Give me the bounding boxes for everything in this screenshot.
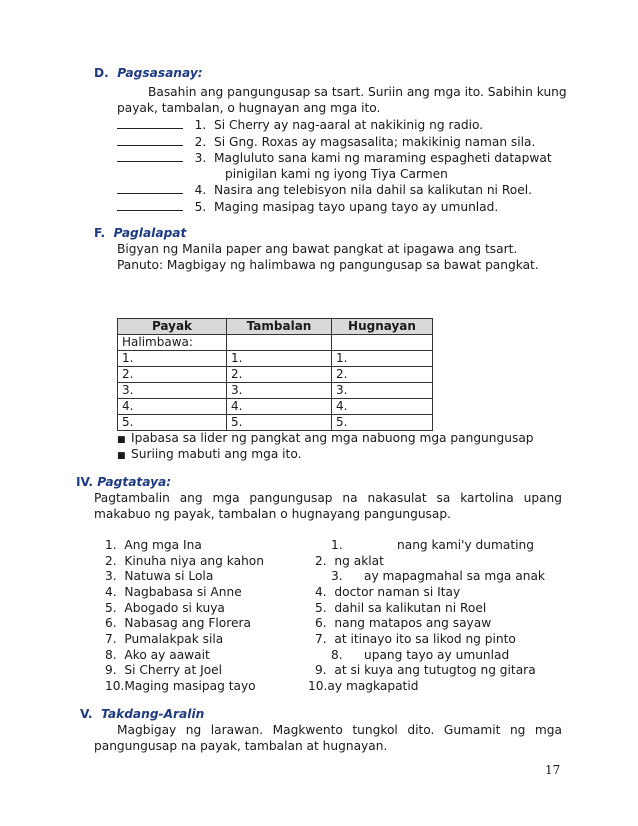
exercise-item bbox=[117, 118, 483, 132]
item-text: dahil sa kalikutan ni Roel bbox=[334, 601, 487, 615]
table-cell: 4. bbox=[227, 399, 332, 415]
table-cell: 3. bbox=[227, 383, 332, 399]
table-row bbox=[118, 367, 433, 383]
item-text: Si Cherry at Joel bbox=[124, 663, 223, 677]
item-text: doctor naman si Itay bbox=[334, 585, 461, 599]
bullet-text: Ipabasa sa lider ng pangkat ang mga nabuong mga pangungusap bbox=[131, 431, 534, 445]
exercise-item bbox=[117, 151, 552, 165]
item-text: Nagbabasa si Anne bbox=[124, 585, 242, 599]
section-v-number: V. bbox=[80, 707, 93, 721]
section-v-line-1: Magbigay ng larawan. Magkwento tungkol dito. Gumamit ng mga bbox=[117, 723, 562, 737]
bullet-item bbox=[117, 431, 534, 445]
item-number: 5. bbox=[315, 601, 327, 615]
section-f-heading bbox=[94, 226, 186, 240]
item-number: 5. bbox=[105, 601, 117, 615]
table-header-row bbox=[118, 319, 433, 335]
matching-right-item bbox=[331, 569, 343, 583]
item-number: 7. bbox=[315, 632, 327, 646]
section-f-number: F. bbox=[94, 226, 106, 240]
matching-left-item bbox=[105, 538, 202, 552]
item-text: Pumalakpak sila bbox=[124, 632, 224, 646]
item-number: 10. bbox=[105, 679, 125, 693]
matching-right-item bbox=[315, 601, 486, 615]
matching-left-item bbox=[105, 585, 242, 599]
item-number: 6. bbox=[105, 616, 117, 630]
table-cell: 2. bbox=[332, 367, 433, 383]
matching-right-item bbox=[308, 679, 418, 693]
item-number: 9. bbox=[105, 663, 117, 677]
exercise-item bbox=[117, 200, 498, 214]
table-cell: 2. bbox=[227, 367, 332, 383]
item-text: ng aklat bbox=[334, 554, 384, 568]
section-d-heading bbox=[94, 66, 203, 80]
item-number: 4. bbox=[194, 183, 207, 197]
item-text: Kinuha niya ang kahon bbox=[124, 554, 264, 568]
section-d-instruction-2: payak, tambalan, o hugnayan ang mga ito. bbox=[117, 101, 381, 115]
section-d-instruction-1: Basahin ang pangungusap sa tsart. Suriin ang mga ito. Sabihin kung bbox=[148, 85, 567, 99]
item-number: 6. bbox=[315, 616, 327, 630]
item-text: Si Gng. Roxas ay magsasalita; makikinig naman sila. bbox=[214, 135, 536, 149]
table-row bbox=[118, 415, 433, 431]
table-cell: 2. bbox=[118, 367, 227, 383]
column-header-tambalan: Tambalan bbox=[227, 319, 332, 335]
item-text: Ang mga Ina bbox=[124, 538, 202, 552]
matching-left-item bbox=[105, 616, 251, 630]
table-cell: 3. bbox=[332, 383, 433, 399]
item-number: 8. bbox=[105, 648, 117, 662]
item-number: 10. bbox=[308, 679, 328, 693]
table-row bbox=[118, 335, 433, 351]
bullet-text: Suriing mabuti ang mga ito. bbox=[131, 447, 302, 461]
matching-left-item bbox=[105, 601, 225, 615]
table-cell: 1. bbox=[332, 351, 433, 367]
item-number: 1. bbox=[105, 538, 117, 552]
table-cell: 5. bbox=[332, 415, 433, 431]
answer-blank[interactable] bbox=[117, 200, 183, 211]
item-number: 1. bbox=[194, 118, 207, 132]
item-text: Nasira ang telebisyon nila dahil sa kalikutan ni Roel. bbox=[214, 183, 532, 197]
section-f-line-1: Bigyan ng Manila paper ang bawat pangkat at ipagawa ang tsart. bbox=[117, 242, 518, 256]
section-f-line-2: Panuto: Magbigay ng halimbawa ng pangungusap sa bawat pangkat. bbox=[117, 258, 539, 272]
exercise-item bbox=[117, 135, 535, 149]
item-number: 2. bbox=[315, 554, 327, 568]
matching-right-item bbox=[315, 585, 460, 599]
section-v-title: Takdang-Aralin bbox=[101, 707, 205, 721]
item-number: 2. bbox=[105, 554, 117, 568]
item-number: 5. bbox=[194, 200, 207, 214]
item-number: 4. bbox=[315, 585, 327, 599]
item-text: Abogado si kuya bbox=[124, 601, 225, 615]
item-number: 8. bbox=[331, 648, 343, 662]
table-cell bbox=[227, 335, 332, 351]
table-cell: 5. bbox=[118, 415, 227, 431]
table-cell bbox=[332, 335, 433, 351]
matching-right-item bbox=[315, 616, 491, 630]
column-header-payak: Payak bbox=[118, 319, 227, 335]
matching-right-text: ay mapagmahal sa mga anak bbox=[364, 569, 545, 583]
matching-right-item bbox=[331, 538, 343, 552]
item-text: Magluluto sana kami ng maraming espagheti datapwat bbox=[214, 151, 552, 165]
table-row bbox=[118, 399, 433, 415]
item-text: at itinayo ito sa likod ng pinto bbox=[334, 632, 516, 646]
item-number: 9. bbox=[315, 663, 327, 677]
matching-right-item bbox=[315, 554, 384, 568]
section-iv-line-1: Pagtambalin ang mga pangungusap na nakasulat sa kartolina upang bbox=[94, 491, 562, 505]
item-number: 4. bbox=[105, 585, 117, 599]
item-text: at si kuya ang tutugtog ng gitara bbox=[334, 663, 536, 677]
section-iv-heading bbox=[76, 475, 171, 489]
matching-left-item bbox=[105, 554, 264, 568]
item-text: ay magkapatid bbox=[327, 679, 419, 693]
table-cell: 4. bbox=[332, 399, 433, 415]
item-number: 7. bbox=[105, 632, 117, 646]
page-number: 17 bbox=[545, 763, 561, 777]
item-text: Nabasag ang Florera bbox=[124, 616, 251, 630]
matching-left-item bbox=[105, 679, 256, 693]
item-text: Maging masipag tayo upang tayo ay umunlad. bbox=[214, 200, 499, 214]
section-iv-line-2: makabuo ng payak, tambalan o hugnayang pangungusap. bbox=[94, 507, 451, 521]
matching-left-item bbox=[105, 569, 213, 583]
square-bullet-icon: ■ bbox=[117, 451, 126, 461]
matching-left-item bbox=[105, 663, 222, 677]
answer-blank[interactable] bbox=[117, 183, 183, 194]
item-text-continued: pinigilan kami ng iyong Tiya Carmen bbox=[225, 167, 448, 181]
item-number: 3. bbox=[194, 151, 207, 165]
matching-right-item bbox=[315, 632, 516, 646]
example-table bbox=[117, 318, 433, 431]
matching-right-text: nang kami'y dumating bbox=[397, 538, 534, 552]
item-number: 3. bbox=[105, 569, 117, 583]
matching-left-item bbox=[105, 648, 210, 662]
item-text: Natuwa si Lola bbox=[124, 569, 214, 583]
table-cell: 4. bbox=[118, 399, 227, 415]
section-iv-title: Pagtataya: bbox=[97, 475, 172, 489]
matching-left-item bbox=[105, 632, 223, 646]
item-text: nang matapos ang sayaw bbox=[334, 616, 492, 630]
answer-blank[interactable] bbox=[117, 135, 183, 146]
item-text: Ako ay aawait bbox=[124, 648, 210, 662]
section-v-heading bbox=[80, 707, 204, 721]
matching-right-item bbox=[331, 648, 343, 662]
table-cell: 1. bbox=[118, 351, 227, 367]
square-bullet-icon: ■ bbox=[117, 435, 126, 445]
bullet-item bbox=[117, 447, 301, 461]
section-d-number: D. bbox=[94, 66, 109, 80]
item-number: 1. bbox=[331, 538, 343, 552]
table-cell: 3. bbox=[118, 383, 227, 399]
answer-blank[interactable] bbox=[117, 118, 183, 129]
section-f-title: Paglalapat bbox=[113, 226, 187, 240]
exercise-item bbox=[117, 183, 532, 197]
table-row bbox=[118, 383, 433, 399]
column-header-hugnayan: Hugnayan bbox=[332, 319, 433, 335]
item-text: Maging masipag tayo bbox=[124, 679, 256, 693]
item-text: Si Cherry ay nag-aaral at nakikinig ng radio. bbox=[214, 118, 484, 132]
matching-right-item bbox=[315, 663, 536, 677]
table-cell: 1. bbox=[227, 351, 332, 367]
table-cell: Halimbawa: bbox=[118, 335, 227, 351]
section-d-title: Pagsasanay: bbox=[117, 66, 203, 80]
table-cell: 5. bbox=[227, 415, 332, 431]
item-number: 3. bbox=[331, 569, 343, 583]
item-number: 2. bbox=[194, 135, 207, 149]
matching-right-text: upang tayo ay umunlad bbox=[364, 648, 510, 662]
section-iv-number: IV. bbox=[76, 475, 94, 489]
section-v-line-2: pangungusap na payak, tambalan at hugnayan. bbox=[94, 739, 388, 753]
answer-blank[interactable] bbox=[117, 151, 183, 162]
table-row bbox=[118, 351, 433, 367]
